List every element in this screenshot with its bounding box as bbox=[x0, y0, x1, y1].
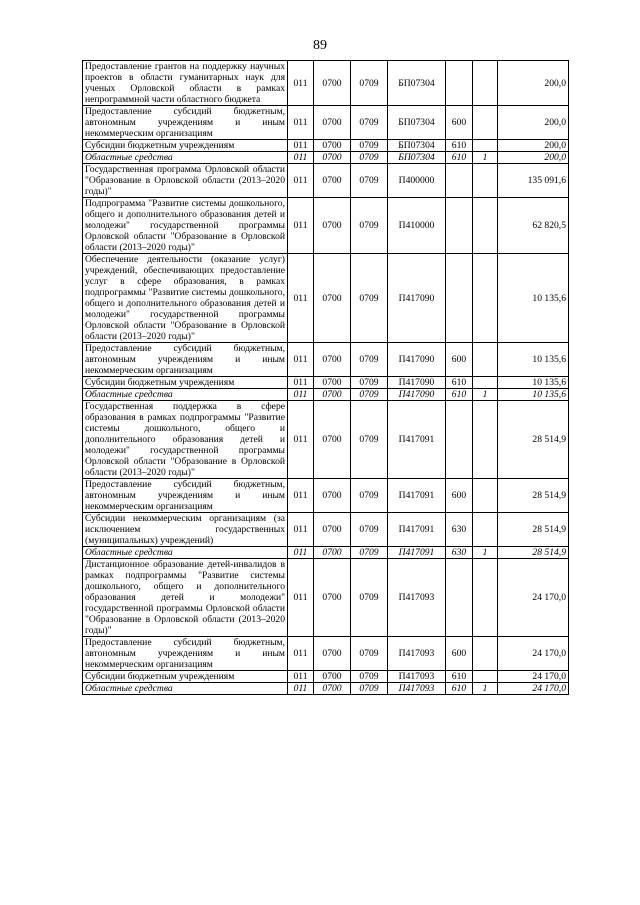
row-target-article: П417091 bbox=[388, 547, 446, 559]
row-name: Дистанционное образование детей-инвалидов в рамках подпрограммы "Развитие системы дошкольного, общего и дополнительного образования детей и молодежи" государственной программы Орловской области "Образование в Орловской области (2013–2020 годы)" bbox=[83, 559, 288, 637]
row-section-code: 0700 bbox=[314, 401, 351, 479]
row-subsection-code: 0709 bbox=[351, 479, 388, 513]
row-name: Областные средства bbox=[83, 152, 288, 164]
table-row bbox=[83, 559, 569, 637]
row-target-article: П417093 bbox=[388, 637, 446, 671]
row-target-article: П417093 bbox=[388, 683, 446, 695]
row-subsection-code: 0709 bbox=[351, 164, 388, 198]
row-grbs-code: 011 bbox=[288, 140, 314, 152]
row-expense-type: 610 bbox=[446, 140, 473, 152]
row-section-code: 0700 bbox=[314, 198, 351, 254]
row-grbs-code: 011 bbox=[288, 343, 314, 377]
table-row bbox=[83, 547, 569, 559]
row-target-article: П417093 bbox=[388, 559, 446, 637]
row-target-article: П417091 bbox=[388, 513, 446, 547]
row-expense-type bbox=[446, 254, 473, 343]
row-target-article: П417090 bbox=[388, 254, 446, 343]
row-grbs-code: 011 bbox=[288, 637, 314, 671]
row-subsection-code: 0709 bbox=[351, 637, 388, 671]
table-row bbox=[83, 343, 569, 377]
row-amount: 200,0 bbox=[498, 106, 569, 140]
row-grbs-code: 011 bbox=[288, 164, 314, 198]
row-name: Предоставление субсидий бюджетным, автономным учреждениям и иным некоммерческим организациям bbox=[83, 479, 288, 513]
row-subsection-code: 0709 bbox=[351, 343, 388, 377]
row-name: Государственная поддержка в сфере образования в рамках подпрограммы "Развитие системы дошкольного, общего и дополнительного образования детей и молодежи" государственной программы Орловской области "Образование в Орловской области (2013–2020 годы)" bbox=[83, 401, 288, 479]
row-section-code: 0700 bbox=[314, 343, 351, 377]
row-grbs-code: 011 bbox=[288, 254, 314, 343]
budget-table bbox=[82, 60, 569, 695]
row-amount: 200,0 bbox=[498, 140, 569, 152]
row-section-code: 0700 bbox=[314, 377, 351, 389]
row-expense-type bbox=[446, 198, 473, 254]
row-amount: 200,0 bbox=[498, 152, 569, 164]
table-row bbox=[83, 61, 569, 106]
row-section-code: 0700 bbox=[314, 61, 351, 106]
row-funding-source bbox=[473, 164, 498, 198]
row-grbs-code: 011 bbox=[288, 479, 314, 513]
row-expense-type: 610 bbox=[446, 389, 473, 401]
row-name: Субсидии бюджетным учреждениям bbox=[83, 140, 288, 152]
row-target-article: П417090 bbox=[388, 377, 446, 389]
row-grbs-code: 011 bbox=[288, 671, 314, 683]
row-funding-source bbox=[473, 254, 498, 343]
row-subsection-code: 0709 bbox=[351, 683, 388, 695]
row-grbs-code: 011 bbox=[288, 106, 314, 140]
row-grbs-code: 011 bbox=[288, 513, 314, 547]
row-name: Предоставление субсидий бюджетным, автономным учреждениям и иным некоммерческим организациям bbox=[83, 637, 288, 671]
row-amount: 10 135,6 bbox=[498, 343, 569, 377]
row-name: Субсидии бюджетным учреждениям bbox=[83, 377, 288, 389]
row-funding-source bbox=[473, 671, 498, 683]
table-row bbox=[83, 164, 569, 198]
row-grbs-code: 011 bbox=[288, 401, 314, 479]
row-section-code: 0700 bbox=[314, 254, 351, 343]
row-funding-source bbox=[473, 559, 498, 637]
row-subsection-code: 0709 bbox=[351, 401, 388, 479]
row-target-article: БП07304 bbox=[388, 152, 446, 164]
table-row bbox=[83, 377, 569, 389]
row-expense-type bbox=[446, 61, 473, 106]
row-funding-source: 1 bbox=[473, 152, 498, 164]
row-funding-source bbox=[473, 637, 498, 671]
row-section-code: 0700 bbox=[314, 140, 351, 152]
row-funding-source bbox=[473, 106, 498, 140]
row-expense-type: 610 bbox=[446, 152, 473, 164]
table-row bbox=[83, 140, 569, 152]
table-row bbox=[83, 401, 569, 479]
row-funding-source bbox=[473, 343, 498, 377]
row-grbs-code: 011 bbox=[288, 198, 314, 254]
row-expense-type: 630 bbox=[446, 547, 473, 559]
row-subsection-code: 0709 bbox=[351, 140, 388, 152]
row-funding-source: 1 bbox=[473, 389, 498, 401]
row-target-article: П417091 bbox=[388, 401, 446, 479]
row-amount: 28 514,9 bbox=[498, 401, 569, 479]
row-funding-source bbox=[473, 513, 498, 547]
row-target-article: БП07304 bbox=[388, 61, 446, 106]
row-expense-type: 600 bbox=[446, 637, 473, 671]
row-section-code: 0700 bbox=[314, 637, 351, 671]
row-amount: 28 514,9 bbox=[498, 547, 569, 559]
row-expense-type bbox=[446, 164, 473, 198]
row-grbs-code: 011 bbox=[288, 559, 314, 637]
row-subsection-code: 0709 bbox=[351, 61, 388, 106]
row-name: Предоставление субсидий бюджетным, автономным учреждениям и иным некоммерческим организациям bbox=[83, 106, 288, 140]
row-section-code: 0700 bbox=[314, 164, 351, 198]
row-expense-type: 630 bbox=[446, 513, 473, 547]
row-section-code: 0700 bbox=[314, 479, 351, 513]
row-name: Обеспечение деятельности (оказание услуг) учреждений, обеспечивающих предоставление услуг в сфере образования, в рамках подпрограммы "Развитие системы дошкольного, общего и дополнительного образования детей и молодежи" государственной программы Орловской области "Образование в Орловской области (2013–2020 годы)" bbox=[83, 254, 288, 343]
row-amount: 10 135,6 bbox=[498, 377, 569, 389]
row-subsection-code: 0709 bbox=[351, 254, 388, 343]
row-subsection-code: 0709 bbox=[351, 513, 388, 547]
table-row bbox=[83, 671, 569, 683]
row-amount: 62 820,5 bbox=[498, 198, 569, 254]
row-amount: 200,0 bbox=[498, 61, 569, 106]
row-subsection-code: 0709 bbox=[351, 198, 388, 254]
row-grbs-code: 011 bbox=[288, 389, 314, 401]
row-name: Предоставление субсидий бюджетным, автономным учреждениям и иным некоммерческим организациям bbox=[83, 343, 288, 377]
table-row bbox=[83, 683, 569, 695]
row-amount: 24 170,0 bbox=[498, 637, 569, 671]
row-subsection-code: 0709 bbox=[351, 377, 388, 389]
row-target-article: П400000 bbox=[388, 164, 446, 198]
page-number: 89 bbox=[313, 38, 327, 53]
row-grbs-code: 011 bbox=[288, 547, 314, 559]
row-name: Подпрограмма "Развитие системы дошкольного, общего и дополнительного образования детей и молодежи" государственной программы Орловской области "Образование в Орловской области (2013–2020 годы)" bbox=[83, 198, 288, 254]
table-row bbox=[83, 106, 569, 140]
row-amount: 24 170,0 bbox=[498, 683, 569, 695]
row-section-code: 0700 bbox=[314, 671, 351, 683]
row-funding-source bbox=[473, 401, 498, 479]
row-grbs-code: 011 bbox=[288, 683, 314, 695]
row-section-code: 0700 bbox=[314, 106, 351, 140]
row-name: Областные средства bbox=[83, 547, 288, 559]
row-target-article: П417090 bbox=[388, 343, 446, 377]
row-grbs-code: 011 bbox=[288, 152, 314, 164]
row-expense-type: 600 bbox=[446, 479, 473, 513]
row-name: Государственная программа Орловской области "Образование в Орловской области (2013–2020 годы)" bbox=[83, 164, 288, 198]
row-section-code: 0700 bbox=[314, 683, 351, 695]
row-name: Областные средства bbox=[83, 389, 288, 401]
row-funding-source bbox=[473, 61, 498, 106]
row-target-article: БП07304 bbox=[388, 106, 446, 140]
row-name: Областные средства bbox=[83, 683, 288, 695]
row-funding-source: 1 bbox=[473, 683, 498, 695]
row-grbs-code: 011 bbox=[288, 377, 314, 389]
row-funding-source: 1 bbox=[473, 547, 498, 559]
row-subsection-code: 0709 bbox=[351, 152, 388, 164]
row-target-article: П417091 bbox=[388, 479, 446, 513]
table-row bbox=[83, 198, 569, 254]
row-amount: 135 091,6 bbox=[498, 164, 569, 198]
table-row bbox=[83, 513, 569, 547]
row-subsection-code: 0709 bbox=[351, 559, 388, 637]
table-row bbox=[83, 479, 569, 513]
row-section-code: 0700 bbox=[314, 152, 351, 164]
row-target-article: П410000 bbox=[388, 198, 446, 254]
row-subsection-code: 0709 bbox=[351, 389, 388, 401]
row-amount: 28 514,9 bbox=[498, 513, 569, 547]
table-row bbox=[83, 637, 569, 671]
row-target-article: БП07304 bbox=[388, 140, 446, 152]
row-expense-type: 610 bbox=[446, 377, 473, 389]
row-expense-type bbox=[446, 401, 473, 479]
row-section-code: 0700 bbox=[314, 547, 351, 559]
row-funding-source bbox=[473, 479, 498, 513]
row-subsection-code: 0709 bbox=[351, 671, 388, 683]
row-amount: 10 135,6 bbox=[498, 254, 569, 343]
row-target-article: П417093 bbox=[388, 671, 446, 683]
row-expense-type bbox=[446, 559, 473, 637]
row-expense-type: 610 bbox=[446, 671, 473, 683]
row-expense-type: 610 bbox=[446, 683, 473, 695]
table-row bbox=[83, 389, 569, 401]
row-expense-type: 600 bbox=[446, 343, 473, 377]
row-section-code: 0700 bbox=[314, 559, 351, 637]
row-section-code: 0700 bbox=[314, 513, 351, 547]
row-subsection-code: 0709 bbox=[351, 106, 388, 140]
row-amount: 10 135,6 bbox=[498, 389, 569, 401]
row-amount: 28 514,9 bbox=[498, 479, 569, 513]
row-funding-source bbox=[473, 198, 498, 254]
table-row bbox=[83, 254, 569, 343]
row-expense-type: 600 bbox=[446, 106, 473, 140]
row-funding-source bbox=[473, 140, 498, 152]
row-funding-source bbox=[473, 377, 498, 389]
row-target-article: П417090 bbox=[388, 389, 446, 401]
row-name: Субсидии бюджетным учреждениям bbox=[83, 671, 288, 683]
table-row bbox=[83, 152, 569, 164]
row-grbs-code: 011 bbox=[288, 61, 314, 106]
row-amount: 24 170,0 bbox=[498, 671, 569, 683]
row-subsection-code: 0709 bbox=[351, 547, 388, 559]
row-amount: 24 170,0 bbox=[498, 559, 569, 637]
row-name: Субсидии некоммерческим организациям (за исключением государственных (муниципальных) учреждений) bbox=[83, 513, 288, 547]
row-section-code: 0700 bbox=[314, 389, 351, 401]
row-name: Предоставление грантов на поддержку научных проектов в области гуманитарных наук для ученых Орловской области в рамках непрограммной части областного бюджета bbox=[83, 61, 288, 106]
